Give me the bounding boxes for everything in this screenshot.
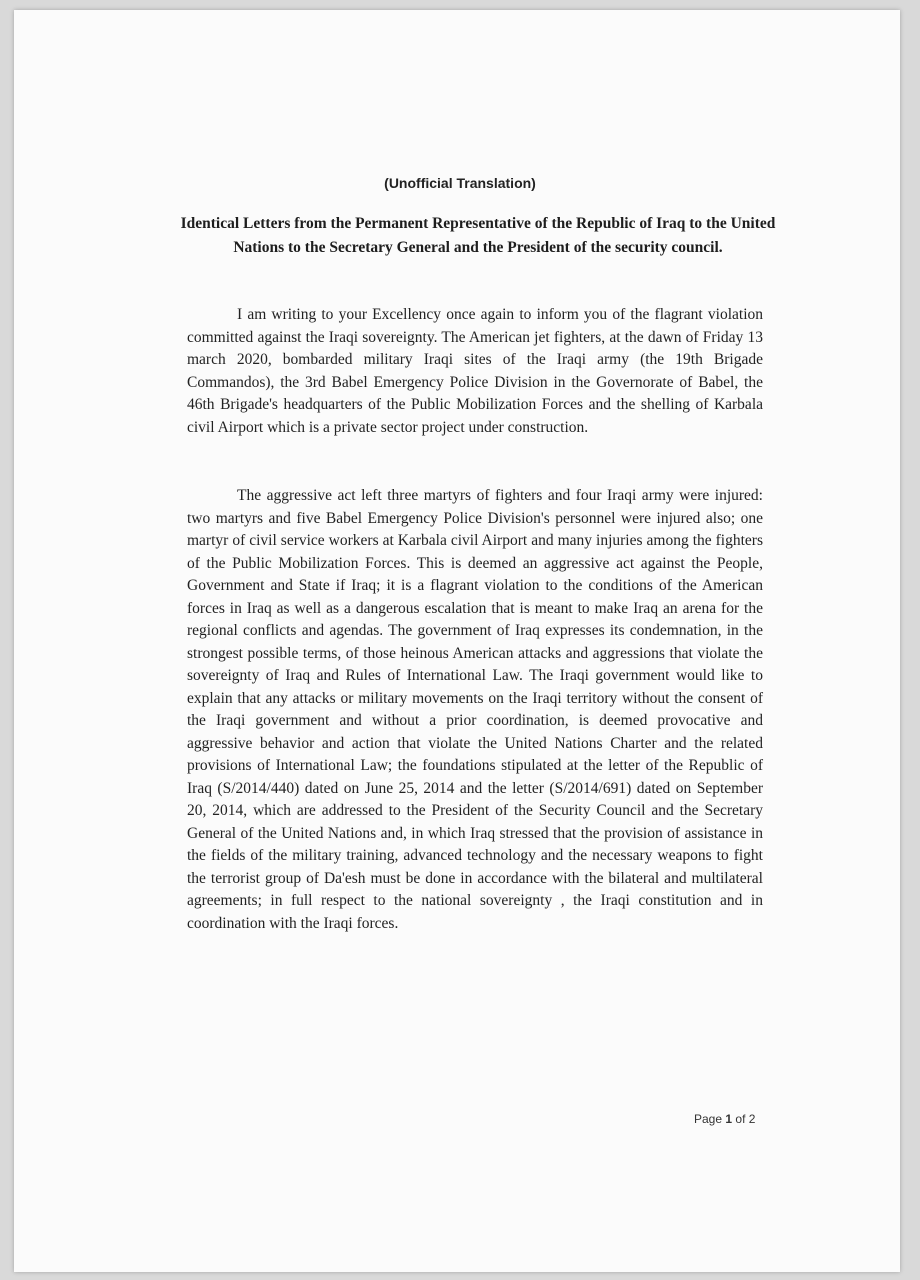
document-title: Identical Letters from the Permanent Representative of the Republic of Iraq to the United Nations to the Secretary General and the President of the security council.: [180, 215, 776, 256]
page-total: 2: [748, 1112, 756, 1126]
paragraph-1: I am writing to your Excellency once again to inform you of the flagrant violation committed against the Iraqi sovereignty. The American jet fighters, at the dawn of Friday 13 march 2020, bombarded military Iraqi sites of the Iraqi army (the 19th Brigade Commandos), the 3rd Babel Emergency Police Division in the Governorate of Babel, the 46th Brigade's headquarters of the Public Mobilization Forces and the shelling of Karbala civil Airport which is a private sector project under construction.: [187, 306, 763, 436]
page-current: 1: [725, 1112, 733, 1126]
page-of: of: [735, 1112, 746, 1126]
paragraph-2: The aggressive act left three martyrs of fighters and four Iraqi army were injured: two martyrs and five Babel Emergency Police Division's personnel were injured also; one martyr of civil service workers at Karbala civil Airport and many injuries among the fighters of the Public Mobilization Forces. This is deemed an aggressive act against the People, Government and State if Iraq; it is a flagrant violation to the conditions of the American forces in Iraq as well as a dangerous escalation that is meant to make Iraq an arena for the regional conflicts and agendas. The government of Iraq expresses its condemnation, in the strongest possible terms, of those heinous American attacks and aggressions that violate the sovereignty of Iraq and Rules of International Law. The Iraqi government would like to explain that any attacks or military movements on the Iraqi territory without the consent of the Iraqi government and without a prior coordination, is deemed provocative and aggressive behavior and action that violate the United Nations Charter and the related provisions of International Law; the foundations stipulated at the letter of the Republic of Iraq (S/2014/440) dated on June 25, 2014 and the letter (S/2014/691) dated on September 20, 2014, which are addressed to the President of the Security Council and the Secretary General of the United Nations and, in which Iraq stressed that the provision of assistance in the fields of the military training, advanced technology and the necessary weapons to fight the terrorist group of Da'esh must be done in accordance with the bilateral and multilateral agreements; in full respect to the national sovereignty , the Iraqi constitution and in coordination with the Iraqi forces.: [187, 487, 763, 932]
translation-label: (Unofficial Translation): [384, 175, 536, 191]
page-prefix: Page: [694, 1112, 723, 1126]
page-number: [694, 1112, 755, 1126]
